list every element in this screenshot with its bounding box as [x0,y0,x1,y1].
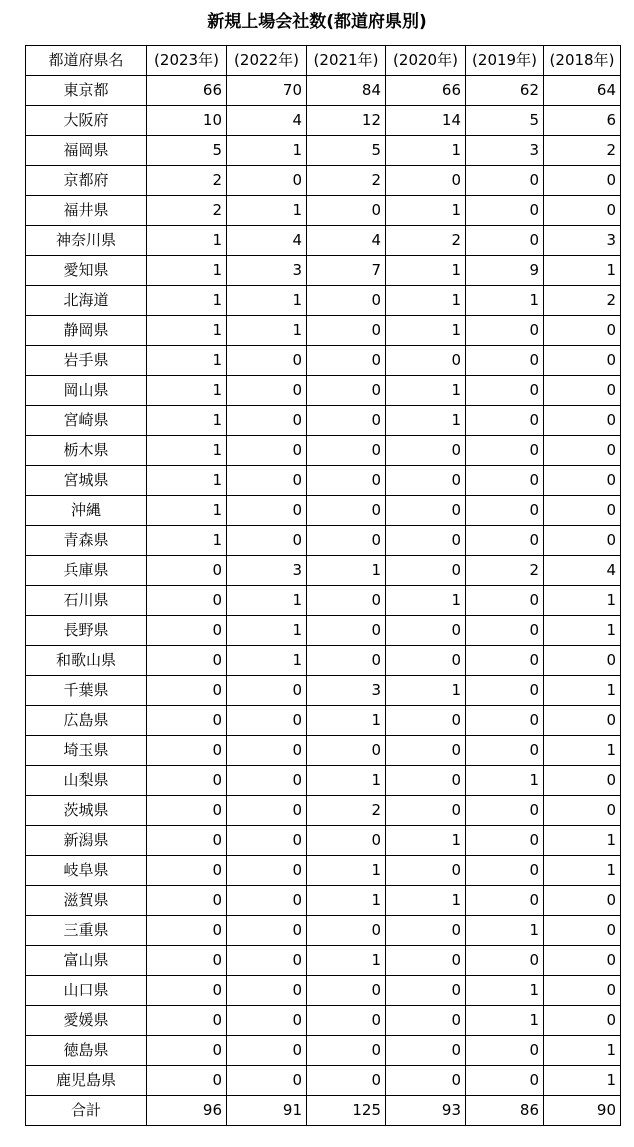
prefecture-value-2023: 2 [147,166,227,196]
prefecture-value-2022: 4 [227,226,307,256]
prefecture-value-2021: 0 [307,526,386,556]
prefecture-value-2019: 0 [466,466,544,496]
prefecture-value-2021: 0 [307,1006,386,1036]
table-row [26,346,621,376]
prefecture-value-2023: 1 [147,286,227,316]
header-2021: (2021年) [307,46,386,76]
prefecture-value-2020: 0 [386,976,466,1006]
prefecture-name: 山梨県 [26,766,147,796]
prefecture-name: 静岡県 [26,316,147,346]
prefecture-value-2020: 0 [386,346,466,376]
prefecture-value-2019: 0 [466,436,544,466]
prefecture-value-2019: 0 [466,706,544,736]
prefecture-name: 石川県 [26,586,147,616]
table-row [26,496,621,526]
prefecture-value-2018: 1 [544,1036,621,1066]
prefecture-value-2023: 1 [147,526,227,556]
prefecture-value-2022: 0 [227,1036,307,1066]
prefecture-value-2022: 0 [227,436,307,466]
table-row [26,436,621,466]
prefecture-value-2021: 0 [307,976,386,1006]
prefecture-value-2020: 1 [386,676,466,706]
prefecture-value-2019: 0 [466,886,544,916]
table-row [26,226,621,256]
table-row [26,856,621,886]
prefecture-value-2020: 66 [386,76,466,106]
table-row [26,1066,621,1096]
prefecture-value-2023: 1 [147,346,227,376]
prefecture-value-2018: 1 [544,586,621,616]
prefecture-value-2023: 0 [147,706,227,736]
prefecture-value-2023: 0 [147,586,227,616]
prefecture-name: 茨城県 [26,796,147,826]
prefecture-value-2018: 0 [544,376,621,406]
prefecture-name: 福岡県 [26,136,147,166]
prefecture-value-2021: 0 [307,406,386,436]
table-row [26,946,621,976]
prefecture-value-2023: 0 [147,886,227,916]
prefecture-value-2020: 1 [386,196,466,226]
prefecture-name: 宮崎県 [26,406,147,436]
prefecture-name: 福井県 [26,196,147,226]
prefecture-value-2022: 3 [227,256,307,286]
prefecture-value-2018: 0 [544,766,621,796]
prefecture-value-2022: 1 [227,616,307,646]
prefecture-value-2021: 1 [307,946,386,976]
prefecture-name: 兵庫県 [26,556,147,586]
prefecture-value-2020: 0 [386,616,466,646]
prefecture-value-2021: 0 [307,826,386,856]
prefecture-value-2018: 3 [544,226,621,256]
prefecture-value-2020: 2 [386,226,466,256]
prefecture-name: 栃木県 [26,436,147,466]
prefecture-value-2020: 0 [386,556,466,586]
prefecture-value-2023: 1 [147,436,227,466]
prefecture-value-2019: 1 [466,766,544,796]
prefecture-value-2022: 70 [227,76,307,106]
prefecture-value-2020: 1 [386,286,466,316]
prefecture-value-2021: 0 [307,646,386,676]
table-header-row [26,46,621,76]
prefecture-value-2018: 2 [544,286,621,316]
prefecture-value-2023: 0 [147,1006,227,1036]
prefecture-value-2022: 0 [227,346,307,376]
table-row [26,376,621,406]
prefecture-value-2020: 1 [386,256,466,286]
prefecture-value-2020: 1 [386,586,466,616]
prefecture-value-2021: 0 [307,466,386,496]
prefecture-value-2022: 1 [227,136,307,166]
prefecture-value-2021: 1 [307,706,386,736]
prefecture-value-2022: 1 [227,586,307,616]
prefecture-value-2018: 0 [544,496,621,526]
table-row [26,406,621,436]
prefecture-value-2022: 0 [227,166,307,196]
prefecture-value-2020: 0 [386,436,466,466]
prefecture-value-2018: 64 [544,76,621,106]
prefecture-value-2023: 5 [147,136,227,166]
prefecture-value-2023: 1 [147,406,227,436]
prefecture-value-2020: 0 [386,736,466,766]
prefecture-value-2021: 2 [307,796,386,826]
prefecture-value-2018: 4 [544,556,621,586]
prefecture-name: 滋賀県 [26,886,147,916]
prefecture-value-2018: 1 [544,616,621,646]
prefecture-value-2020: 1 [386,826,466,856]
prefecture-value-2019: 1 [466,286,544,316]
total-value-2022: 91 [227,1096,307,1126]
prefecture-value-2020: 0 [386,946,466,976]
prefecture-name: 愛知県 [26,256,147,286]
page-title: 新規上場会社数(都道府県別) [207,12,427,32]
prefecture-value-2020: 1 [386,406,466,436]
prefecture-name: 三重県 [26,916,147,946]
prefecture-value-2021: 3 [307,676,386,706]
prefecture-name: 長野県 [26,616,147,646]
table-row [26,556,621,586]
prefecture-value-2022: 0 [227,496,307,526]
prefecture-value-2021: 0 [307,1036,386,1066]
prefecture-value-2022: 1 [227,196,307,226]
prefecture-value-2019: 0 [466,616,544,646]
table-body [26,46,621,1126]
table-row [26,316,621,346]
header-prefecture: 都道府県名 [26,46,147,76]
prefecture-value-2021: 0 [307,436,386,466]
prefecture-value-2019: 0 [466,166,544,196]
prefecture-value-2023: 0 [147,736,227,766]
prefecture-value-2020: 1 [386,316,466,346]
header-2022: (2022年) [227,46,307,76]
prefecture-listing-table [25,45,621,1126]
prefecture-value-2020: 1 [386,376,466,406]
table-row [26,796,621,826]
table-row [26,826,621,856]
prefecture-value-2022: 0 [227,676,307,706]
prefecture-value-2018: 0 [544,166,621,196]
prefecture-value-2023: 0 [147,916,227,946]
table-row [26,286,621,316]
header-2018: (2018年) [544,46,621,76]
prefecture-value-2023: 0 [147,856,227,886]
prefecture-value-2023: 0 [147,976,227,1006]
prefecture-value-2023: 1 [147,496,227,526]
total-value-2021: 125 [307,1096,386,1126]
prefecture-value-2022: 0 [227,1066,307,1096]
prefecture-value-2020: 1 [386,136,466,166]
prefecture-value-2019: 0 [466,796,544,826]
total-name: 合計 [26,1096,147,1126]
prefecture-value-2022: 0 [227,706,307,736]
prefecture-value-2022: 4 [227,106,307,136]
prefecture-name: 宮城県 [26,466,147,496]
prefecture-name: 北海道 [26,286,147,316]
prefecture-value-2023: 0 [147,616,227,646]
prefecture-name: 富山県 [26,946,147,976]
prefecture-name: 岐阜県 [26,856,147,886]
prefecture-value-2022: 0 [227,526,307,556]
prefecture-value-2018: 0 [544,946,621,976]
table-row [26,136,621,166]
total-value-2018: 90 [544,1096,621,1126]
table-row [26,1036,621,1066]
prefecture-value-2022: 1 [227,646,307,676]
prefecture-value-2018: 1 [544,676,621,706]
prefecture-value-2021: 2 [307,166,386,196]
prefecture-value-2022: 0 [227,826,307,856]
prefecture-value-2019: 0 [466,676,544,706]
prefecture-value-2019: 0 [466,496,544,526]
prefecture-value-2023: 1 [147,466,227,496]
prefecture-value-2018: 6 [544,106,621,136]
prefecture-value-2020: 0 [386,766,466,796]
prefecture-name: 埼玉県 [26,736,147,766]
prefecture-name: 岩手県 [26,346,147,376]
table-row [26,886,621,916]
prefecture-value-2018: 2 [544,136,621,166]
prefecture-value-2019: 0 [466,226,544,256]
prefecture-value-2018: 1 [544,1066,621,1096]
prefecture-value-2021: 0 [307,496,386,526]
prefecture-value-2022: 3 [227,556,307,586]
prefecture-value-2020: 14 [386,106,466,136]
prefecture-value-2022: 0 [227,376,307,406]
prefecture-name: 山口県 [26,976,147,1006]
prefecture-value-2021: 1 [307,856,386,886]
prefecture-value-2018: 0 [544,466,621,496]
prefecture-value-2018: 1 [544,256,621,286]
prefecture-value-2019: 0 [466,646,544,676]
prefecture-value-2021: 0 [307,586,386,616]
prefecture-value-2022: 0 [227,736,307,766]
prefecture-value-2023: 2 [147,196,227,226]
prefecture-value-2021: 84 [307,76,386,106]
prefecture-value-2019: 0 [466,196,544,226]
header-2023: (2023年) [147,46,227,76]
prefecture-value-2021: 7 [307,256,386,286]
prefecture-name: 和歌山県 [26,646,147,676]
prefecture-value-2019: 0 [466,316,544,346]
prefecture-value-2023: 1 [147,316,227,346]
table-row [26,976,621,1006]
prefecture-value-2018: 1 [544,856,621,886]
prefecture-value-2020: 0 [386,856,466,886]
prefecture-value-2022: 0 [227,406,307,436]
prefecture-name: 沖縄 [26,496,147,526]
prefecture-value-2021: 0 [307,286,386,316]
table-row [26,466,621,496]
prefecture-value-2022: 0 [227,1006,307,1036]
prefecture-value-2020: 0 [386,466,466,496]
prefecture-name: 広島県 [26,706,147,736]
table-row [26,706,621,736]
prefecture-value-2022: 0 [227,466,307,496]
prefecture-value-2023: 0 [147,646,227,676]
prefecture-value-2018: 0 [544,196,621,226]
table-row [26,166,621,196]
prefecture-value-2019: 1 [466,916,544,946]
prefecture-value-2018: 0 [544,976,621,1006]
prefecture-value-2021: 4 [307,226,386,256]
prefecture-value-2020: 0 [386,1036,466,1066]
prefecture-value-2022: 0 [227,886,307,916]
prefecture-value-2023: 1 [147,376,227,406]
prefecture-value-2019: 0 [466,1036,544,1066]
table-row [26,106,621,136]
prefecture-value-2019: 0 [466,826,544,856]
table-row [26,676,621,706]
prefecture-value-2023: 1 [147,256,227,286]
prefecture-value-2023: 10 [147,106,227,136]
prefecture-value-2019: 0 [466,376,544,406]
prefecture-name: 岡山県 [26,376,147,406]
prefecture-name: 青森県 [26,526,147,556]
prefecture-value-2019: 0 [466,406,544,436]
prefecture-value-2019: 1 [466,976,544,1006]
prefecture-value-2023: 0 [147,1066,227,1096]
prefecture-value-2020: 0 [386,916,466,946]
prefecture-value-2023: 0 [147,826,227,856]
table-row [26,526,621,556]
prefecture-value-2023: 66 [147,76,227,106]
prefecture-value-2021: 1 [307,556,386,586]
prefecture-name: 神奈川県 [26,226,147,256]
table-row [26,736,621,766]
prefecture-name: 鹿児島県 [26,1066,147,1096]
prefecture-value-2021: 0 [307,616,386,646]
prefecture-value-2018: 0 [544,646,621,676]
prefecture-value-2019: 0 [466,946,544,976]
prefecture-value-2021: 0 [307,346,386,376]
prefecture-value-2021: 1 [307,886,386,916]
table-row [26,196,621,226]
prefecture-value-2020: 0 [386,646,466,676]
prefecture-name: 新潟県 [26,826,147,856]
prefecture-value-2018: 0 [544,346,621,376]
prefecture-value-2022: 0 [227,946,307,976]
prefecture-value-2023: 1 [147,226,227,256]
header-2019: (2019年) [466,46,544,76]
prefecture-value-2023: 0 [147,946,227,976]
prefecture-value-2020: 0 [386,796,466,826]
prefecture-value-2023: 0 [147,796,227,826]
prefecture-value-2022: 1 [227,316,307,346]
prefecture-value-2020: 1 [386,886,466,916]
prefecture-value-2022: 0 [227,856,307,886]
prefecture-value-2019: 3 [466,136,544,166]
table-row [26,256,621,286]
prefecture-value-2018: 0 [544,886,621,916]
prefecture-value-2021: 1 [307,766,386,796]
prefecture-value-2018: 0 [544,436,621,466]
total-value-2023: 96 [147,1096,227,1126]
table-row [26,586,621,616]
prefecture-value-2019: 62 [466,76,544,106]
prefecture-value-2018: 0 [544,706,621,736]
prefecture-value-2021: 0 [307,376,386,406]
prefecture-value-2019: 0 [466,346,544,376]
prefecture-name: 徳島県 [26,1036,147,1066]
prefecture-value-2019: 0 [466,1066,544,1096]
prefecture-value-2023: 0 [147,676,227,706]
prefecture-value-2021: 5 [307,136,386,166]
prefecture-name: 大阪府 [26,106,147,136]
prefecture-value-2018: 0 [544,1006,621,1036]
prefecture-name: 千葉県 [26,676,147,706]
prefecture-value-2018: 0 [544,916,621,946]
prefecture-name: 東京都 [26,76,147,106]
prefecture-value-2021: 0 [307,316,386,346]
prefecture-value-2022: 0 [227,766,307,796]
prefecture-value-2019: 1 [466,1006,544,1036]
prefecture-value-2019: 9 [466,256,544,286]
prefecture-value-2019: 0 [466,736,544,766]
prefecture-name: 愛媛県 [26,1006,147,1036]
table-row [26,916,621,946]
total-row [26,1096,621,1126]
prefecture-value-2023: 0 [147,766,227,796]
prefecture-value-2021: 12 [307,106,386,136]
prefecture-value-2022: 0 [227,916,307,946]
prefecture-value-2020: 0 [386,526,466,556]
prefecture-value-2020: 0 [386,706,466,736]
table-row [26,76,621,106]
prefecture-value-2021: 0 [307,916,386,946]
prefecture-value-2022: 0 [227,796,307,826]
prefecture-value-2018: 0 [544,316,621,346]
prefecture-value-2020: 0 [386,1006,466,1036]
prefecture-value-2020: 0 [386,166,466,196]
prefecture-value-2020: 0 [386,1066,466,1096]
table-row [26,646,621,676]
prefecture-value-2018: 0 [544,406,621,436]
table-row [26,766,621,796]
prefecture-value-2019: 0 [466,586,544,616]
prefecture-value-2020: 0 [386,496,466,526]
prefecture-value-2018: 0 [544,526,621,556]
prefecture-value-2019: 5 [466,106,544,136]
table-row [26,616,621,646]
prefecture-value-2021: 0 [307,736,386,766]
total-value-2019: 86 [466,1096,544,1126]
prefecture-value-2018: 1 [544,826,621,856]
prefecture-value-2018: 0 [544,796,621,826]
total-value-2020: 93 [386,1096,466,1126]
prefecture-value-2021: 0 [307,1066,386,1096]
prefecture-name: 京都府 [26,166,147,196]
prefecture-value-2019: 2 [466,556,544,586]
prefecture-value-2022: 1 [227,286,307,316]
prefecture-value-2019: 0 [466,856,544,886]
prefecture-value-2018: 1 [544,736,621,766]
prefecture-value-2023: 0 [147,1036,227,1066]
prefecture-value-2021: 0 [307,196,386,226]
header-2020: (2020年) [386,46,466,76]
table-row [26,1006,621,1036]
prefecture-value-2023: 0 [147,556,227,586]
prefecture-value-2022: 0 [227,976,307,1006]
prefecture-value-2019: 0 [466,526,544,556]
